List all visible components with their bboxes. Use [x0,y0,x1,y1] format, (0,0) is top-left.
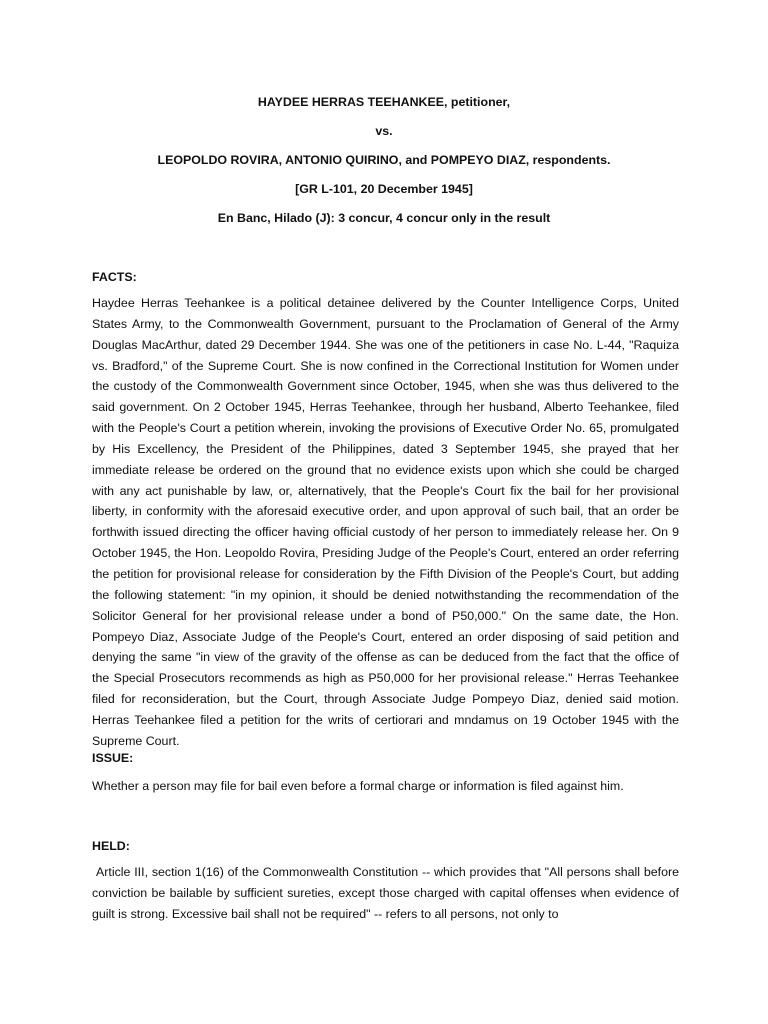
case-versus: vs. [375,124,393,138]
facts-paragraph: Haydee Herras Teehankee is a political detainee delivered by the Counter Intelligence Corps, United States Army, to the Commonwealth Government, pursuant to the Proclamation of General of the Army Douglas MacArthur, dated 29 December 1944. She was one of the petitioners in case No. L-44, "Raquiza vs. Bradford," of the Supreme Court. She is now confined in the Correctional Institution for Women under the custody of the Commonwealth Government since October, 1945, when she was thus delivered to the said government. On 2 October 1945, Herras Teehankee, through her husband, Alberto Teehankee, filed with the People's Court a petition wherein, invoking the provisions of Executive Order No. 65, promulgated by His Excellency, the President of the Philippines, dated 3 September 1945, she prayed that her immediate release be ordered on the ground that no evidence exists upon which she could be charged with any act punishable by law, or, alternatively, that the People's Court fix the bail for her provisional liberty, in conformity with the aforesaid executive order, and upon approval of such bail, that an order be forthwith issued directing the officer having official custody of her person to immediately release her. On 9 October 1945, the Hon. Leopoldo Rovira, Presiding Judge of the People's Court, entered an order referring the petition for provisional release for consideration by the Fifth Division of the People's Court, but adding the following statement: "in my opinion, it should be denied notwithstanding the recommendation of the Solicitor General for her provisional release under a bond of P50,000." On the same date, the Hon. Pompeyo Diaz, Associate Judge of the People's Court, entered an order disposing of said petition and denying the same "in view of the gravity of the offense as can be deduced from the fact that the office of the Special Prosecutors recommends as high as P50,000 for her provisional release." Herras Teehankee filed for reconsideration, but the Court, through Associate Judge Pompeyo Diaz, denied said motion. Herras Teehankee filed a petition for the writs of certiorari and mndamus on 19 October 1945 with the Supreme Court. [92,296,679,748]
case-court-info: En Banc, Hilado (J): 3 concur, 4 concur only in the result [217,211,551,225]
issue-paragraph: Whether a person may file for bail even before a formal charge or information is filed against him. [92,779,624,793]
case-citation: [GR L-101, 20 December 1945] [295,182,473,196]
facts-heading: FACTS: [92,270,137,284]
held-paragraph: Article III, section 1(16) of the Commonwealth Constitution -- which provides that "All persons shall before conviction be bailable by sufficient sureties, except those charged with capital offenses when evidence of guilt is strong. Excessive bail shall not be required" -- refers to all persons, not only to [92,865,679,921]
issue-heading: ISSUE: [92,751,134,765]
held-heading: HELD: [92,839,130,853]
case-petitioner: HAYDEE HERRAS TEEHANKEE, petitioner, [257,95,511,109]
case-respondents: LEOPOLDO ROVIRA, ANTONIO QUIRINO, and POMPEYO DIAZ, respondents. [157,153,611,167]
